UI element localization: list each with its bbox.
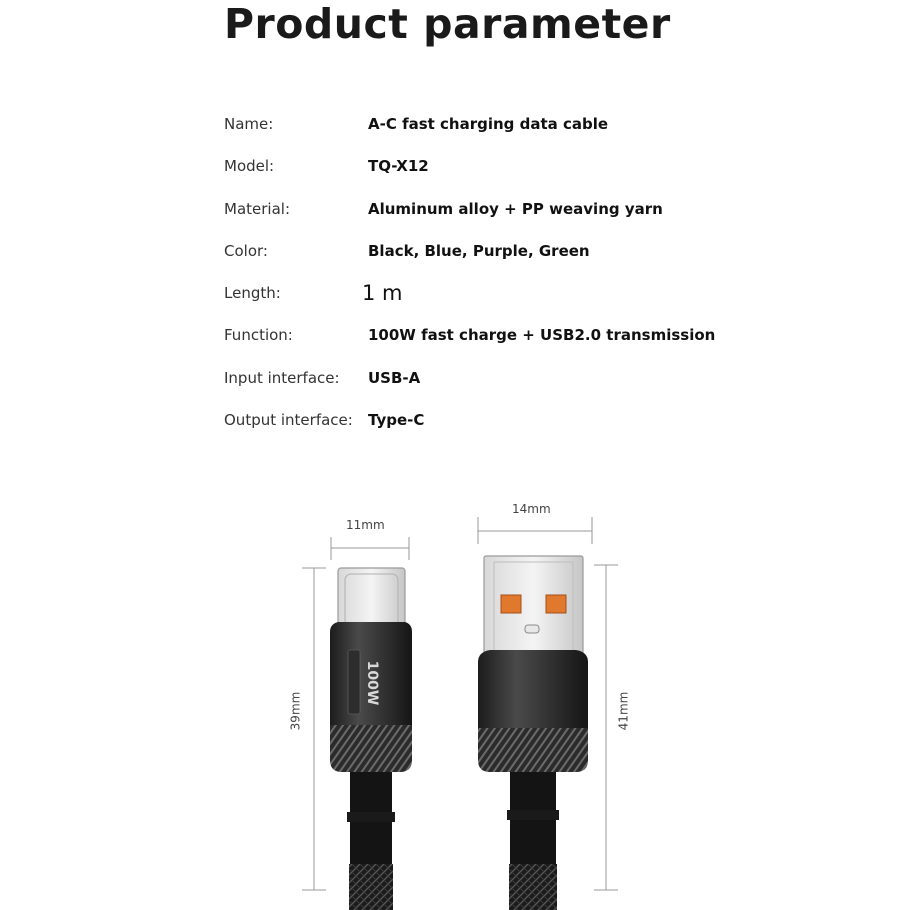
- usba-height-label: 41mm: [616, 691, 631, 731]
- spec-value: USB-A: [368, 369, 421, 387]
- spec-value: Type-C: [368, 411, 425, 429]
- power-badge: 100W: [364, 660, 380, 706]
- spec-label: Length:: [224, 284, 281, 302]
- spec-value: 1 m: [362, 281, 403, 305]
- spec-label: Model:: [224, 157, 275, 175]
- usb-a-cable-drawing: [478, 556, 588, 910]
- spec-value: A-C fast charging data cable: [368, 115, 609, 133]
- spec-value: Aluminum alloy + PP weaving yarn: [368, 200, 663, 218]
- spec-value: TQ-X12: [368, 157, 429, 175]
- page-title: Product parameter: [224, 0, 671, 48]
- spec-label: Name:: [224, 115, 274, 133]
- typec-width-label: 11mm: [346, 518, 385, 532]
- usba-width-label: 14mm: [512, 502, 551, 516]
- typec-height-label: 39mm: [288, 691, 303, 731]
- spec-value: 100W fast charge + USB2.0 transmission: [368, 326, 716, 344]
- spec-label: Function:: [224, 326, 293, 344]
- spec-value: Black, Blue, Purple, Green: [368, 242, 590, 260]
- spec-label: Color:: [224, 242, 268, 260]
- type-c-cable-drawing: [330, 568, 412, 910]
- spec-label: Output interface:: [224, 411, 353, 429]
- spec-label: Material:: [224, 200, 290, 218]
- spec-label: Input interface:: [224, 369, 340, 387]
